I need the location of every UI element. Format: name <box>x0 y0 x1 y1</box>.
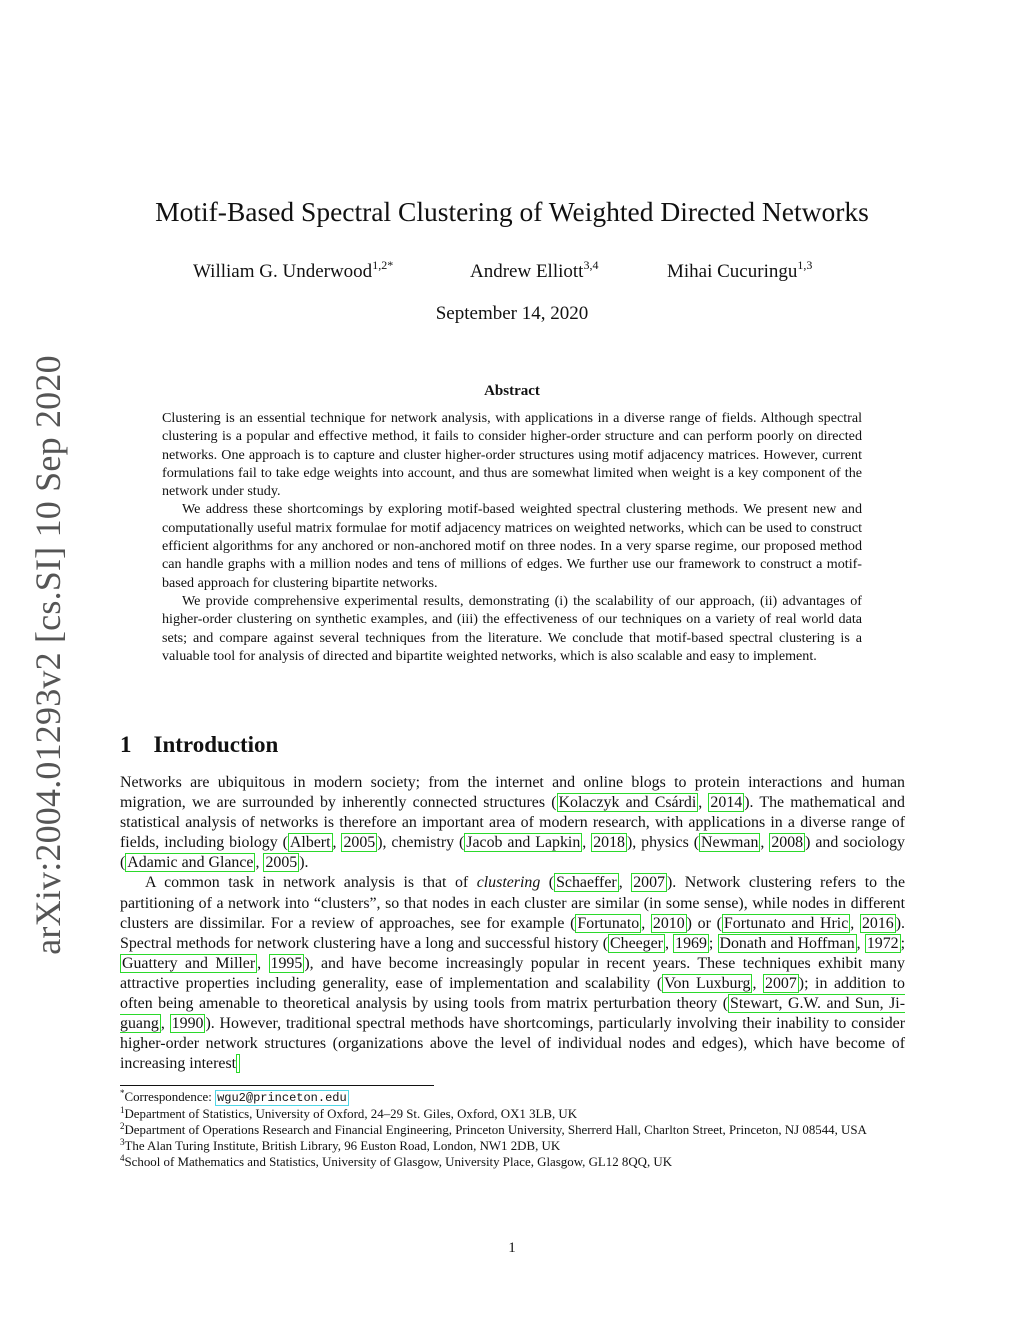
text-run: , <box>160 1015 170 1033</box>
section-number: 1 <box>120 732 132 757</box>
emphasis: clustering <box>476 874 541 892</box>
section-title: Introduction <box>153 732 279 757</box>
text-run: , <box>664 934 674 952</box>
footnote-text: School of Mathematics and Statistics, University of Glasgow, University Place, Glasgow, GL12 8QQ, UK <box>124 1155 673 1170</box>
citation-link[interactable]: 2014 <box>710 794 743 812</box>
text-run: , <box>760 834 770 852</box>
text-run: ). However, traditional spectral methods have shortcomings, particularly involving their inability to consider higher-order network structures (organizations above the level of individual nodes and edges), which have become of increasing interest <box>120 1015 906 1073</box>
text-run: ), chemistry ( <box>377 834 465 852</box>
footnote-affiliation-1 <box>120 1106 905 1122</box>
footnote-mark: 4 <box>120 1153 125 1164</box>
footnote-text: Department of Operations Research and Financial Engineering, Princeton University, Sherrerd Hall, Charlton Street, Princeton, NJ 08544, USA <box>124 1123 867 1138</box>
abstract-paragraph: We address these shortcomings by exploring motif-based weighted spectral clustering methods. We present new and computationally useful matrix formulae for motif adjacency matrices on weighted networks, which can be used to construct efficient algorithms for any anchored or non-anchored motif on three nodes. In a very sparse regime, our proposed method can handle graphs with a million nodes and tens of millions of edges. We further use our framework to construct a motif-based approach for clustering bipartite networks. <box>162 501 862 591</box>
citation-link[interactable]: 2007 <box>633 874 665 892</box>
citation-link[interactable]: 2018 <box>593 834 625 852</box>
text-run: , <box>618 874 632 892</box>
citation-link[interactable]: Cheeger <box>610 934 663 952</box>
citation-link[interactable]: Donath and Hoffman <box>719 934 855 952</box>
citation-link[interactable]: 1990 <box>171 1015 204 1033</box>
citation-link[interactable]: Albert <box>289 834 331 852</box>
text-run: ), and have become increasingly popular in recent years. These techniques exhibit many attractive properties including generality, ease of implementation and scalability ( <box>120 954 905 992</box>
text-run: , <box>850 914 860 932</box>
text-run: ). The mathematical and statistical analysis of networks is therefore an important area of modern research, with applications in a diverse range of fields, including biology ( <box>120 794 906 852</box>
arxiv-identifier-text: arXiv:2004.01293v2 [cs.SI] 10 Sep 2020 <box>28 355 69 955</box>
page-number: 1 <box>508 1240 516 1256</box>
text-run: , <box>698 794 709 812</box>
text-run: ) and sociology ( <box>120 834 905 872</box>
author-name: Mihai Cucuringu <box>667 261 798 282</box>
abstract-paragraph: Clustering is an essential technique for network analysis, with applications in a diverse range of fields. Although spectral clustering is a popular and effective method, it fails to consider higher-order structure and can perform poorly on directed networks. One approach is to capture and cluster higher-order structures using motif adjacency matrices. However, current formulations fail to take edge weights into account, and thus are somewhat limited when weight is a key component of the network under study. <box>162 410 862 500</box>
text-run: , <box>856 934 865 952</box>
citation-link[interactable] <box>236 1054 240 1073</box>
footnote-mark: * <box>120 1088 125 1098</box>
text-run: ). Network clustering refers to the partitioning of a network into “clusters”, so that nodes in each cluster are similar (in some sense), while nodes in different clusters are dissimilar. For a review of approaches, see for example ( <box>120 874 905 932</box>
footnote-mark: 1 <box>120 1105 125 1116</box>
citation-link[interactable]: Newman <box>701 834 759 852</box>
citation-link[interactable]: Kolaczyk and Csárdi <box>558 794 697 812</box>
citation-link[interactable]: Guattery and Miller <box>122 954 256 972</box>
footnote-divider <box>120 1085 434 1086</box>
text-run: , <box>332 834 342 852</box>
footnote-mark: 2 <box>120 1121 125 1132</box>
email-link[interactable]: wgu2@princeton.edu <box>217 1091 347 1105</box>
citation-link[interactable]: Fortunato <box>577 914 640 932</box>
footnote-text: Correspondence: <box>124 1090 216 1104</box>
citation-link[interactable]: 2005 <box>265 854 298 872</box>
footnote-text: The Alan Turing Institute, British Library, 96 Euston Road, London, NW1 2DB, UK <box>124 1139 561 1154</box>
abstract-paragraph: We provide comprehensive experimental results, demonstrating (i) the scalability of our approach, (ii) advantages of higher-order clustering on synthetic examples, and (iii) the effectiveness of our techniques on a variety of real world data sets; and compare against several techniques from the literature. We conclude that motif-based spectral clustering is a valuable tool for analysis of directed and bipartite weighted networks, which is also scalable and easy to implement. <box>162 592 862 664</box>
citation-link[interactable]: Jacob and Lapkin <box>466 834 581 852</box>
citation-link[interactable]: Stewart, G.W. and Sun, Ji-guang <box>120 995 905 1033</box>
citation-link[interactable]: 2008 <box>771 834 804 852</box>
author-2 <box>470 258 599 283</box>
citation-link[interactable]: 1972 <box>866 934 899 952</box>
author-3 <box>667 258 813 283</box>
intro-paragraph-1 <box>120 773 905 873</box>
paper-title: Motif-Based Spectral Clustering of Weighted Directed Networks <box>155 196 869 227</box>
author-affiliation: 3,4 <box>583 258 599 272</box>
text-run: ) or ( <box>686 914 722 932</box>
text-run: , <box>257 954 269 972</box>
text-run: ( <box>540 874 555 892</box>
text-run: ; <box>708 934 718 952</box>
footnote-affiliation-2 <box>120 1122 905 1138</box>
author-affiliation: 1,3 <box>797 258 813 272</box>
text-run: ); in addition to often being amenable to theoretical analysis by using tools from matrix perturbation theory ( <box>120 974 905 1013</box>
text-run: ; <box>900 934 906 952</box>
citation-link[interactable]: 1995 <box>270 954 303 972</box>
text-run: , <box>582 834 592 852</box>
footnote-affiliation-4 <box>120 1154 905 1170</box>
introduction-body <box>120 773 905 1074</box>
text-run: A common task in network analysis is that of <box>145 874 477 892</box>
footnote-correspondence <box>120 1089 905 1106</box>
text-run: ). <box>299 854 309 872</box>
citation-link[interactable]: 2007 <box>765 974 797 992</box>
footnotes <box>120 1089 905 1170</box>
citation-link[interactable]: 2005 <box>343 834 376 852</box>
citation-link[interactable]: 1969 <box>675 934 707 952</box>
citation-link[interactable]: Schaeffer <box>556 874 617 892</box>
citation-link[interactable]: Fortunato and Hric <box>723 914 849 932</box>
author-name: Andrew Elliott <box>470 261 584 282</box>
text-run: , <box>752 974 763 992</box>
arxiv-identifier-stamp <box>20 355 76 955</box>
footnote-mark: 3 <box>120 1137 125 1148</box>
text-run: ). Spectral methods for network clustering have a long and successful history ( <box>120 914 906 952</box>
publication-date: September 14, 2020 <box>435 303 589 324</box>
text-run: , <box>255 854 264 872</box>
author-name: William G. Underwood <box>193 261 373 282</box>
citation-link[interactable]: Adamic and Glance <box>127 854 254 872</box>
text-run: Networks are ubiquitous in modern society; from the internet and online blogs to protein interactions and human migration, we are surrounded by inherently connected structures ( <box>120 774 905 812</box>
footnote-text: Department of Statistics, University of Oxford, 24–29 St. Giles, Oxford, OX1 3LB, UK <box>124 1107 578 1122</box>
abstract-body <box>162 409 862 665</box>
abstract-heading: Abstract <box>484 383 540 399</box>
citation-link[interactable]: 2010 <box>652 914 685 932</box>
author-1 <box>193 258 394 283</box>
text-run: , <box>641 914 651 932</box>
author-affiliation: 1,2* <box>372 258 394 272</box>
text-run: ), physics ( <box>626 834 700 852</box>
citation-link[interactable]: 2016 <box>861 914 894 932</box>
citation-link[interactable]: Von Luxburg <box>664 974 751 992</box>
footnote-affiliation-3 <box>120 1138 905 1154</box>
intro-paragraph-2 <box>120 873 905 1074</box>
section-heading <box>120 732 278 758</box>
